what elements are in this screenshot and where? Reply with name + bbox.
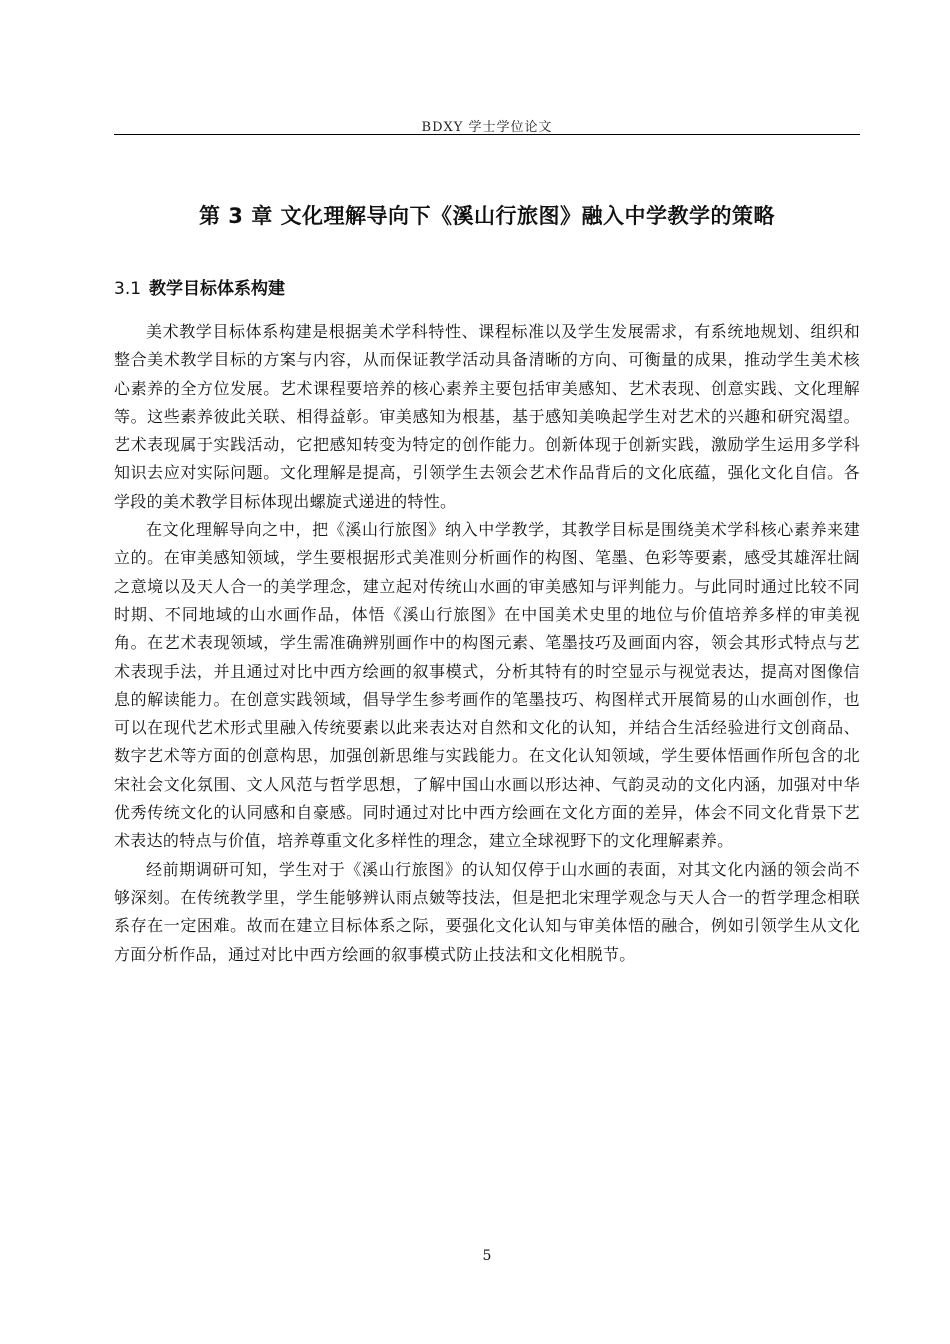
body-text	[114, 318, 860, 969]
section-title: 教学目标体系构建	[149, 279, 286, 299]
paragraph: 美术教学目标体系构建是根据美术学科特性、课程标准以及学生发展需求，有系统地规划、组织和整合美术教学目标的方案与内容，从而保证教学活动具备清晰的方向、可衡量的成果，推动学生美术核心素养的全方位发展。艺术课程要培养的核心素养主要包括审美感知、艺术表现、创意实践、文化理解等。这些素养彼此关联、相得益彰。审美感知为根基，基于感知美唤起学生对艺术的兴趣和研究渴望。艺术表现属于实践活动，它把感知转变为特定的创作能力。创新体现于创新实践，激励学生运用多学科知识去应对实际问题。文化理解是提高，引领学生去领会艺术作品背后的文化底蕴，强化文化自信。各学段的美术教学目标体现出螺旋式递进的特性。	[114, 322, 860, 511]
section-number: 3.1	[114, 279, 142, 299]
page-number: 5	[482, 1248, 492, 1264]
running-header: BDXY 学士学位论文	[421, 120, 553, 135]
section-heading	[114, 274, 285, 299]
paragraph: 在文化理解导向之中，把《溪山行旅图》纳入中学教学，其教学目标是围绕美术学科核心素养来建立的。在审美感知领域，学生要根据形式美准则分析画作的构图、笔墨、色彩等要素，感受其雄浑壮阔之意境以及天人合一的美学理念，建立起对传统山水画的审美感知与评判能力。与此同时通过比较不同时期、不同地域的山水画作品，体悟《溪山行旅图》在中国美术史里的地位与价值培养多样的审美视角。在艺术表现领域，学生需准确辨别画作中的构图元素、笔墨技巧及画面内容，领会其形式特点与艺术表现手法，并且通过对比中西方绘画的叙事模式，分析其特有的时空显示与视觉表达，提高对图像信息的解读能力。在创意实践领域，倡导学生参考画作的笔墨技巧、构图样式开展简易的山水画创作，也可以在现代艺术形式里融入传统要素以此来表达对自然和文化的认知，并结合生活经验进行文创商品、数字艺术等方面的创意构思，加强创新思维与实践能力。在文化认知领域，学生要体悟画作所包含的北宋社会文化氛围、文人风范与哲学思想，了解中国山水画以形达神、气韵灵动的文化内涵，加强对中华优秀传统文化的认同感和自豪感。同时通过对比中西方绘画在文化方面的差异，体会不同文化背景下艺术表达的特点与价值，培养尊重文化多样性的理念，建立全球视野下的文化理解素养。	[114, 520, 860, 851]
paragraph: 经前期调研可知，学生对于《溪山行旅图》的认知仅停于山水画的表面，对其文化内涵的领会尚不够深刻。在传统教学里，学生能够辨认雨点皴等技法，但是把北宋理学观念与天人合一的哲学理念相联系存在一定困难。故而在建立目标体系之际，要强化文化认知与审美体悟的融合，例如引领学生从文化方面分析作品，通过对比中西方绘画的叙事模式防止技法和文化相脱节。	[114, 859, 860, 964]
header-divider	[114, 134, 860, 135]
chapter-title: 第 3 章 文化理解导向下《溪山行旅图》融入中学教学的策略	[198, 204, 776, 228]
